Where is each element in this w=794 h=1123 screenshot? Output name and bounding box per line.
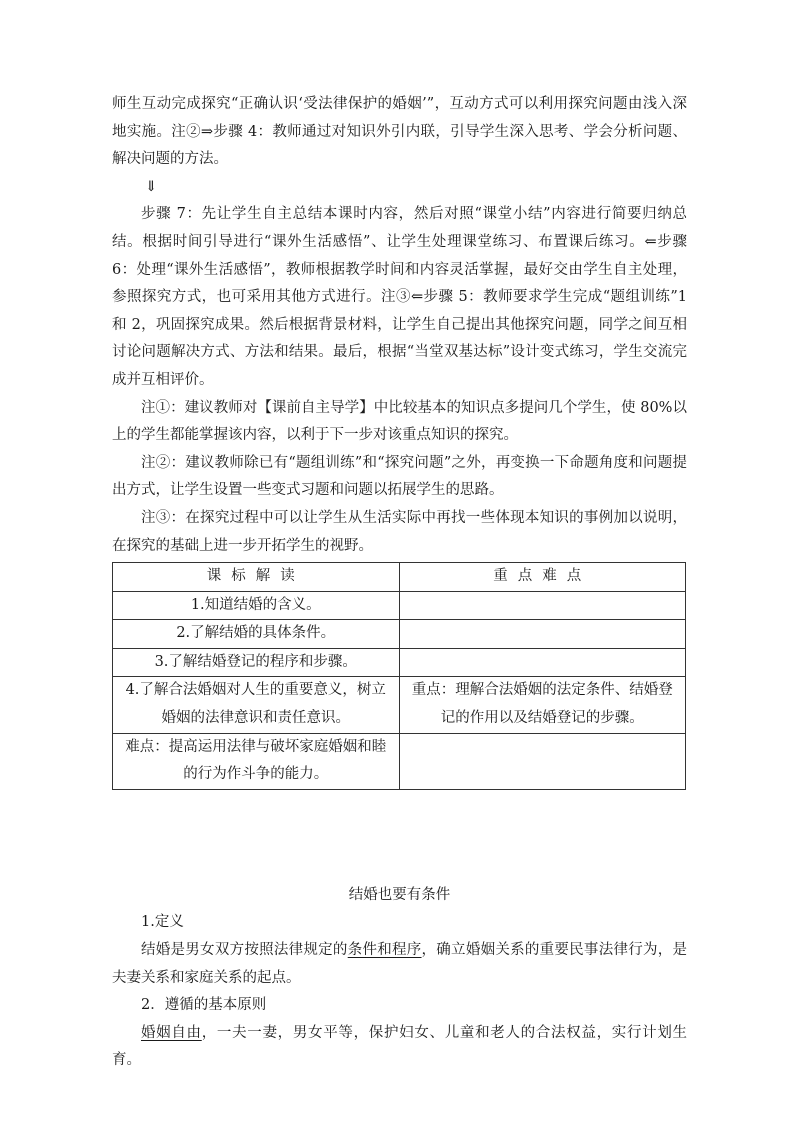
standards-table xyxy=(112,562,686,790)
intro-paragraph: 师生互动完成探究“正确认识‘受法律保护的婚姻’”，互动方式可以利用探究问题由浅入深地实施。注②⇒步骤 4：教师通过对知识外引内联，引导学生深入思考、学会分析问题、解决问题的方法。 xyxy=(112,96,687,168)
definition-text-underlined: 条件和程序 xyxy=(347,942,422,959)
table-cell xyxy=(399,733,686,789)
definition-text-before: 结婚是男女双方按照法律规定的 xyxy=(141,942,348,959)
definition-heading: 1.定义 xyxy=(141,914,184,931)
table-row xyxy=(113,648,686,677)
definition-text xyxy=(112,937,687,992)
section-title: 结婚也要有条件 xyxy=(348,886,451,903)
table-cell: 4.了解合法婚姻对人生的重要意义，树立婚姻的法律意识和责任意识。 xyxy=(113,677,400,733)
document-page xyxy=(112,0,687,1075)
principle-text xyxy=(112,1020,687,1075)
table-row xyxy=(113,591,686,620)
header-standards: 课标解读 xyxy=(113,563,400,592)
table-cell xyxy=(399,591,686,620)
steps-paragraph: 步骤 7：先让学生自主总结本课时内容，然后对照“课堂小结”内容进行简要归纳总结。根据时间引导进行“课外生活感悟”、让学生处理课堂练习、布置课后练习。⇐步骤 6：处理“课外生活感悟”，教师根据教学时间和内容灵活掌握，最好交由学生自主处理，参照探究方式，也可采用其他方式进行。注③⇐步骤 5：教师要求学生完成“题组训练”1 和 2，巩固探究成果。然后根据背景材料，让学生自己提出其他探究问题，同学之间互相讨论问题解决方式、方法和结果。最后，根据“当堂双基达标”设计变式练习，学生交流完成并互相评价。 xyxy=(112,206,687,388)
table-cell: 难点：提高运用法律与破坏家庭婚姻和睦的行为作斗争的能力。 xyxy=(113,733,400,789)
table-cell xyxy=(399,620,686,649)
down-arrow: ⇓ xyxy=(145,178,158,195)
table-cell: 3.了解结婚登记的程序和步骤。 xyxy=(113,648,400,677)
note-1: 注①：建议教师对【课前自主导学】中比较基本的知识点多提问几个学生，使 80%以上的学生都能掌握该内容，以利于下一步对该重点知识的探究。 xyxy=(112,399,687,444)
principle-text-underlined: 婚姻自由 xyxy=(141,1024,202,1041)
table-cell: 1.知道结婚的含义。 xyxy=(113,591,400,620)
table-row xyxy=(113,620,686,649)
table-cell: 2.了解结婚的具体条件。 xyxy=(113,620,400,649)
note-3: 注③：在探究过程中可以让学生从生活实际中再找一些体现本知识的事例加以说明，在探究的基础上进一步开拓学生的视野。 xyxy=(112,509,687,554)
principle-heading: 2．遵循的基本原则 xyxy=(141,997,267,1014)
note-2: 注②：建议教师除已有“题组训练”和“探究问题”之外，再变换一下命题角度和问题提出方式，让学生设置一些变式习题和问题以拓展学生的思路。 xyxy=(112,454,687,499)
table-cell xyxy=(399,648,686,677)
header-key-points: 重点难点 xyxy=(399,563,686,592)
table-header-row xyxy=(113,563,686,592)
principle-text-after: ，一夫一妻，男女平等，保护妇女、儿童和老人的合法权益，实行计划生育。 xyxy=(112,1024,688,1069)
table-row xyxy=(113,733,686,789)
definition-text-after: ，确立婚姻关系的重要民事法律行为，是夫妻关系和家庭关系的起点。 xyxy=(112,942,688,986)
table-cell: 重点：理解合法婚姻的法定条件、结婚登记的作用以及结婚登记的步骤。 xyxy=(399,677,686,733)
table-row xyxy=(113,677,686,733)
